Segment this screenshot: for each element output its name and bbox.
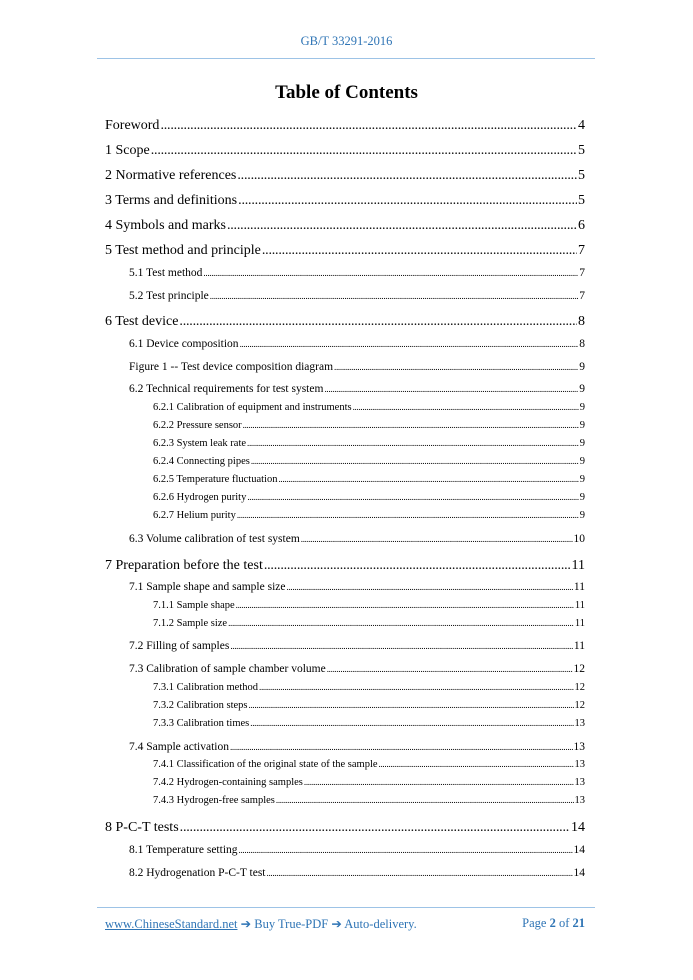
- toc-entry-label: 6.2.1 Calibration of equipment and instruments: [153, 402, 352, 413]
- toc-leader-dots: [179, 314, 577, 330]
- toc-entry-page: 9: [579, 361, 585, 373]
- toc-leader-dots: [251, 456, 579, 466]
- toc-entry-label: 6.3 Volume calibration of test system: [129, 533, 300, 545]
- current-page: 2: [549, 916, 556, 930]
- toc-entry-page: 11: [574, 618, 585, 629]
- toc-entry-label: 2 Normative references: [105, 168, 237, 183]
- toc-leader-dots: [327, 664, 573, 674]
- toc-entry-page: 12: [574, 682, 585, 693]
- toc-entry[interactable]: [153, 600, 585, 611]
- of-label: of: [555, 916, 573, 930]
- toc-entry[interactable]: [153, 718, 585, 729]
- toc-entry-page: 12: [574, 700, 585, 711]
- toc-entry[interactable]: [129, 361, 585, 373]
- toc-leader-dots: [278, 474, 578, 484]
- toc-entry[interactable]: [153, 777, 585, 788]
- toc-entry[interactable]: [105, 168, 585, 184]
- toc-entry-label: 6.1 Device composition: [129, 338, 239, 350]
- toc-entry[interactable]: [129, 338, 585, 350]
- toc-entry-label: 6.2.4 Connecting pipes: [153, 456, 250, 467]
- toc-leader-dots: [334, 362, 578, 372]
- toc-entry[interactable]: [153, 682, 585, 693]
- toc-leader-dots: [210, 291, 578, 301]
- toc-entry-page: 11: [571, 558, 585, 573]
- toc-leader-dots: [180, 820, 570, 836]
- toc-entry-page: 9: [579, 383, 585, 395]
- toc-entry-label: 7.1.1 Sample shape: [153, 600, 235, 611]
- toc-entry-label: 7.2 Filling of samples: [129, 640, 230, 652]
- toc-entry-label: 7.1.2 Sample size: [153, 618, 228, 629]
- toc-entry[interactable]: [129, 383, 585, 395]
- toc-entry-page: 13: [574, 795, 585, 806]
- toc-entry-label: 6.2 Technical requirements for test system: [129, 383, 324, 395]
- header-rule: [97, 58, 595, 59]
- toc-entry[interactable]: [129, 741, 585, 753]
- toc-leader-dots: [250, 718, 573, 728]
- toc-leader-dots: [249, 700, 574, 710]
- toc-leader-dots: [238, 193, 577, 209]
- toc-entry-label: 7.4.2 Hydrogen-containing samples: [153, 777, 303, 788]
- toc-leader-dots: [151, 143, 577, 159]
- toc-entry[interactable]: [129, 290, 585, 302]
- toc-entry[interactable]: [153, 700, 585, 711]
- toc-entry-page: 11: [573, 581, 585, 593]
- toc-entry-page: 13: [573, 741, 585, 753]
- toc-entry-label: 7.3.2 Calibration steps: [153, 700, 248, 711]
- document-header: GB/T 33291-2016: [300, 34, 393, 48]
- toc-entry-page: 7: [579, 267, 585, 279]
- toc-leader-dots: [236, 600, 574, 610]
- toc-entry-page: 9: [579, 492, 585, 503]
- toc-entry-page: 9: [579, 438, 585, 449]
- toc-entry-page: 8: [578, 314, 585, 329]
- toc-leader-dots: [262, 243, 577, 259]
- toc-entry[interactable]: [105, 143, 585, 159]
- toc-entry-page: 4: [578, 118, 585, 133]
- toc-entry[interactable]: [153, 402, 585, 413]
- toc-entry[interactable]: [153, 795, 585, 806]
- toc-entry-label: 7.4.1 Classification of the original state of the sample: [153, 759, 378, 770]
- toc-entry-label: 6.2.5 Temperature fluctuation: [153, 474, 278, 485]
- toc-entry[interactable]: [105, 193, 585, 209]
- footer-promo: [105, 916, 417, 932]
- toc-entry-label: 6.2.6 Hydrogen purity: [153, 492, 247, 503]
- toc-leader-dots: [287, 582, 573, 592]
- toc-entry[interactable]: [105, 218, 585, 234]
- toc-entry-page: 5: [578, 168, 585, 183]
- toc-entry-page: 6: [578, 218, 585, 233]
- toc-entry[interactable]: [105, 558, 585, 574]
- toc-entry-page: 14: [571, 820, 585, 835]
- toc-entry-label: 8.2 Hydrogenation P-C-T test: [129, 867, 266, 879]
- toc-entry-label: 5.1 Test method: [129, 267, 203, 279]
- toc-leader-dots: [379, 759, 574, 769]
- toc-entry-label: 7.3.1 Calibration method: [153, 682, 258, 693]
- toc-entry[interactable]: [105, 118, 585, 134]
- toc-leader-dots: [247, 438, 579, 448]
- toc-entry[interactable]: [129, 663, 585, 675]
- toc-entry-label: 3 Terms and definitions: [105, 193, 238, 208]
- toc-entry-label: 8 P-C-T tests: [105, 820, 179, 835]
- page-indicator: [522, 916, 585, 931]
- footer-rule: [97, 907, 595, 908]
- toc-entry-page: 13: [574, 759, 585, 770]
- toc-entry-page: 12: [573, 663, 585, 675]
- toc-leader-dots: [228, 618, 574, 628]
- page-label: Page: [522, 916, 550, 930]
- toc-entry-label: 6 Test device: [105, 314, 179, 329]
- toc-entry-label: 6.2.7 Helium purity: [153, 510, 236, 521]
- toc-entry-page: 13: [574, 777, 585, 788]
- toc-entry-page: 5: [578, 143, 585, 158]
- toc-entry-label: 7.1 Sample shape and sample size: [129, 581, 286, 593]
- toc-leader-dots: [239, 845, 573, 855]
- toc-leader-dots: [324, 384, 578, 394]
- toc-entry[interactable]: [105, 820, 585, 836]
- toc-entry-label: 7.3.3 Calibration times: [153, 718, 250, 729]
- toc-leader-dots: [353, 402, 579, 412]
- toc-entry-label: 7.4.3 Hydrogen-free samples: [153, 795, 275, 806]
- toc-entry-label: 7.3 Calibration of sample chamber volume: [129, 663, 326, 675]
- toc-entry-page: 13: [574, 718, 585, 729]
- toc-leader-dots: [301, 534, 573, 544]
- toc-entry[interactable]: [105, 243, 585, 259]
- toc-entry[interactable]: [153, 438, 585, 449]
- arrow-right-icon: ➔: [237, 917, 255, 931]
- toc-leader-dots: [230, 641, 573, 651]
- toc-entry-page: 10: [573, 533, 585, 545]
- toc-entry-label: Foreword: [105, 118, 160, 133]
- toc-leader-dots: [203, 268, 578, 278]
- toc-entry[interactable]: [105, 314, 585, 330]
- toc-entry-label: 8.1 Temperature setting: [129, 844, 238, 856]
- arrow-right-icon: ➔: [328, 917, 345, 931]
- toc-entry[interactable]: [153, 474, 585, 485]
- toc-entry[interactable]: [129, 640, 585, 652]
- toc-entry-label: 7.4 Sample activation: [129, 741, 229, 753]
- toc-entry-label: 4 Symbols and marks: [105, 218, 226, 233]
- toc-leader-dots: [227, 218, 577, 234]
- site-link[interactable]: www.ChineseStandard.net: [105, 917, 238, 931]
- toc-entry-page: 7: [578, 243, 585, 258]
- toc-entry-page: 14: [573, 844, 585, 856]
- toc-leader-dots: [247, 492, 578, 502]
- toc-entry[interactable]: [153, 420, 585, 431]
- toc-entry-page: 11: [574, 600, 585, 611]
- toc-entry[interactable]: [153, 510, 585, 521]
- toc-entry-label: 5 Test method and principle: [105, 243, 261, 258]
- buy-link[interactable]: Buy True-PDF: [254, 917, 329, 931]
- toc-entry[interactable]: [129, 533, 585, 545]
- toc-leader-dots: [160, 118, 577, 134]
- toc-entry-label: 7 Preparation before the test: [105, 558, 263, 573]
- toc-leader-dots: [243, 420, 579, 430]
- toc-leader-dots: [237, 510, 579, 520]
- toc-leader-dots: [276, 795, 574, 805]
- toc-leader-dots: [230, 742, 573, 752]
- toc-entry[interactable]: [153, 618, 585, 629]
- toc-entry-page: 9: [579, 402, 585, 413]
- toc-entry[interactable]: [153, 759, 585, 770]
- toc-entry-page: 11: [573, 640, 585, 652]
- toc-leader-dots: [304, 777, 574, 787]
- toc-entry-page: 9: [579, 456, 585, 467]
- delivery-text: Auto-delivery.: [344, 917, 417, 931]
- toc-entry-page: 5: [578, 193, 585, 208]
- toc-leader-dots: [259, 682, 574, 692]
- toc-entry-label: Figure 1 -- Test device composition diagram: [129, 361, 334, 373]
- toc-entry-page: 9: [579, 510, 585, 521]
- toc-entry[interactable]: [129, 267, 585, 279]
- toc-entry-label: 1 Scope: [105, 143, 150, 158]
- toc-leader-dots: [267, 868, 573, 878]
- toc-entry-page: 9: [579, 420, 585, 431]
- toc-entry-page: 9: [579, 474, 585, 485]
- toc-entry[interactable]: [129, 844, 585, 856]
- toc-entry[interactable]: [129, 867, 585, 879]
- toc-entry-label: 5.2 Test principle: [129, 290, 209, 302]
- toc-entry-page: 14: [573, 867, 585, 879]
- toc-entry-page: 7: [579, 290, 585, 302]
- toc-entry-page: 8: [579, 338, 585, 350]
- toc-leader-dots: [264, 558, 571, 574]
- total-pages: 21: [572, 916, 585, 930]
- toc-leader-dots: [240, 339, 579, 349]
- toc-entry[interactable]: [153, 456, 585, 467]
- toc-entry-label: 6.2.3 System leak rate: [153, 438, 247, 449]
- toc-entry[interactable]: [153, 492, 585, 503]
- toc-leader-dots: [237, 168, 577, 184]
- page-title: Table of Contents: [275, 82, 418, 103]
- toc-entry[interactable]: [129, 581, 585, 593]
- toc-entry-label: 6.2.2 Pressure sensor: [153, 420, 242, 431]
